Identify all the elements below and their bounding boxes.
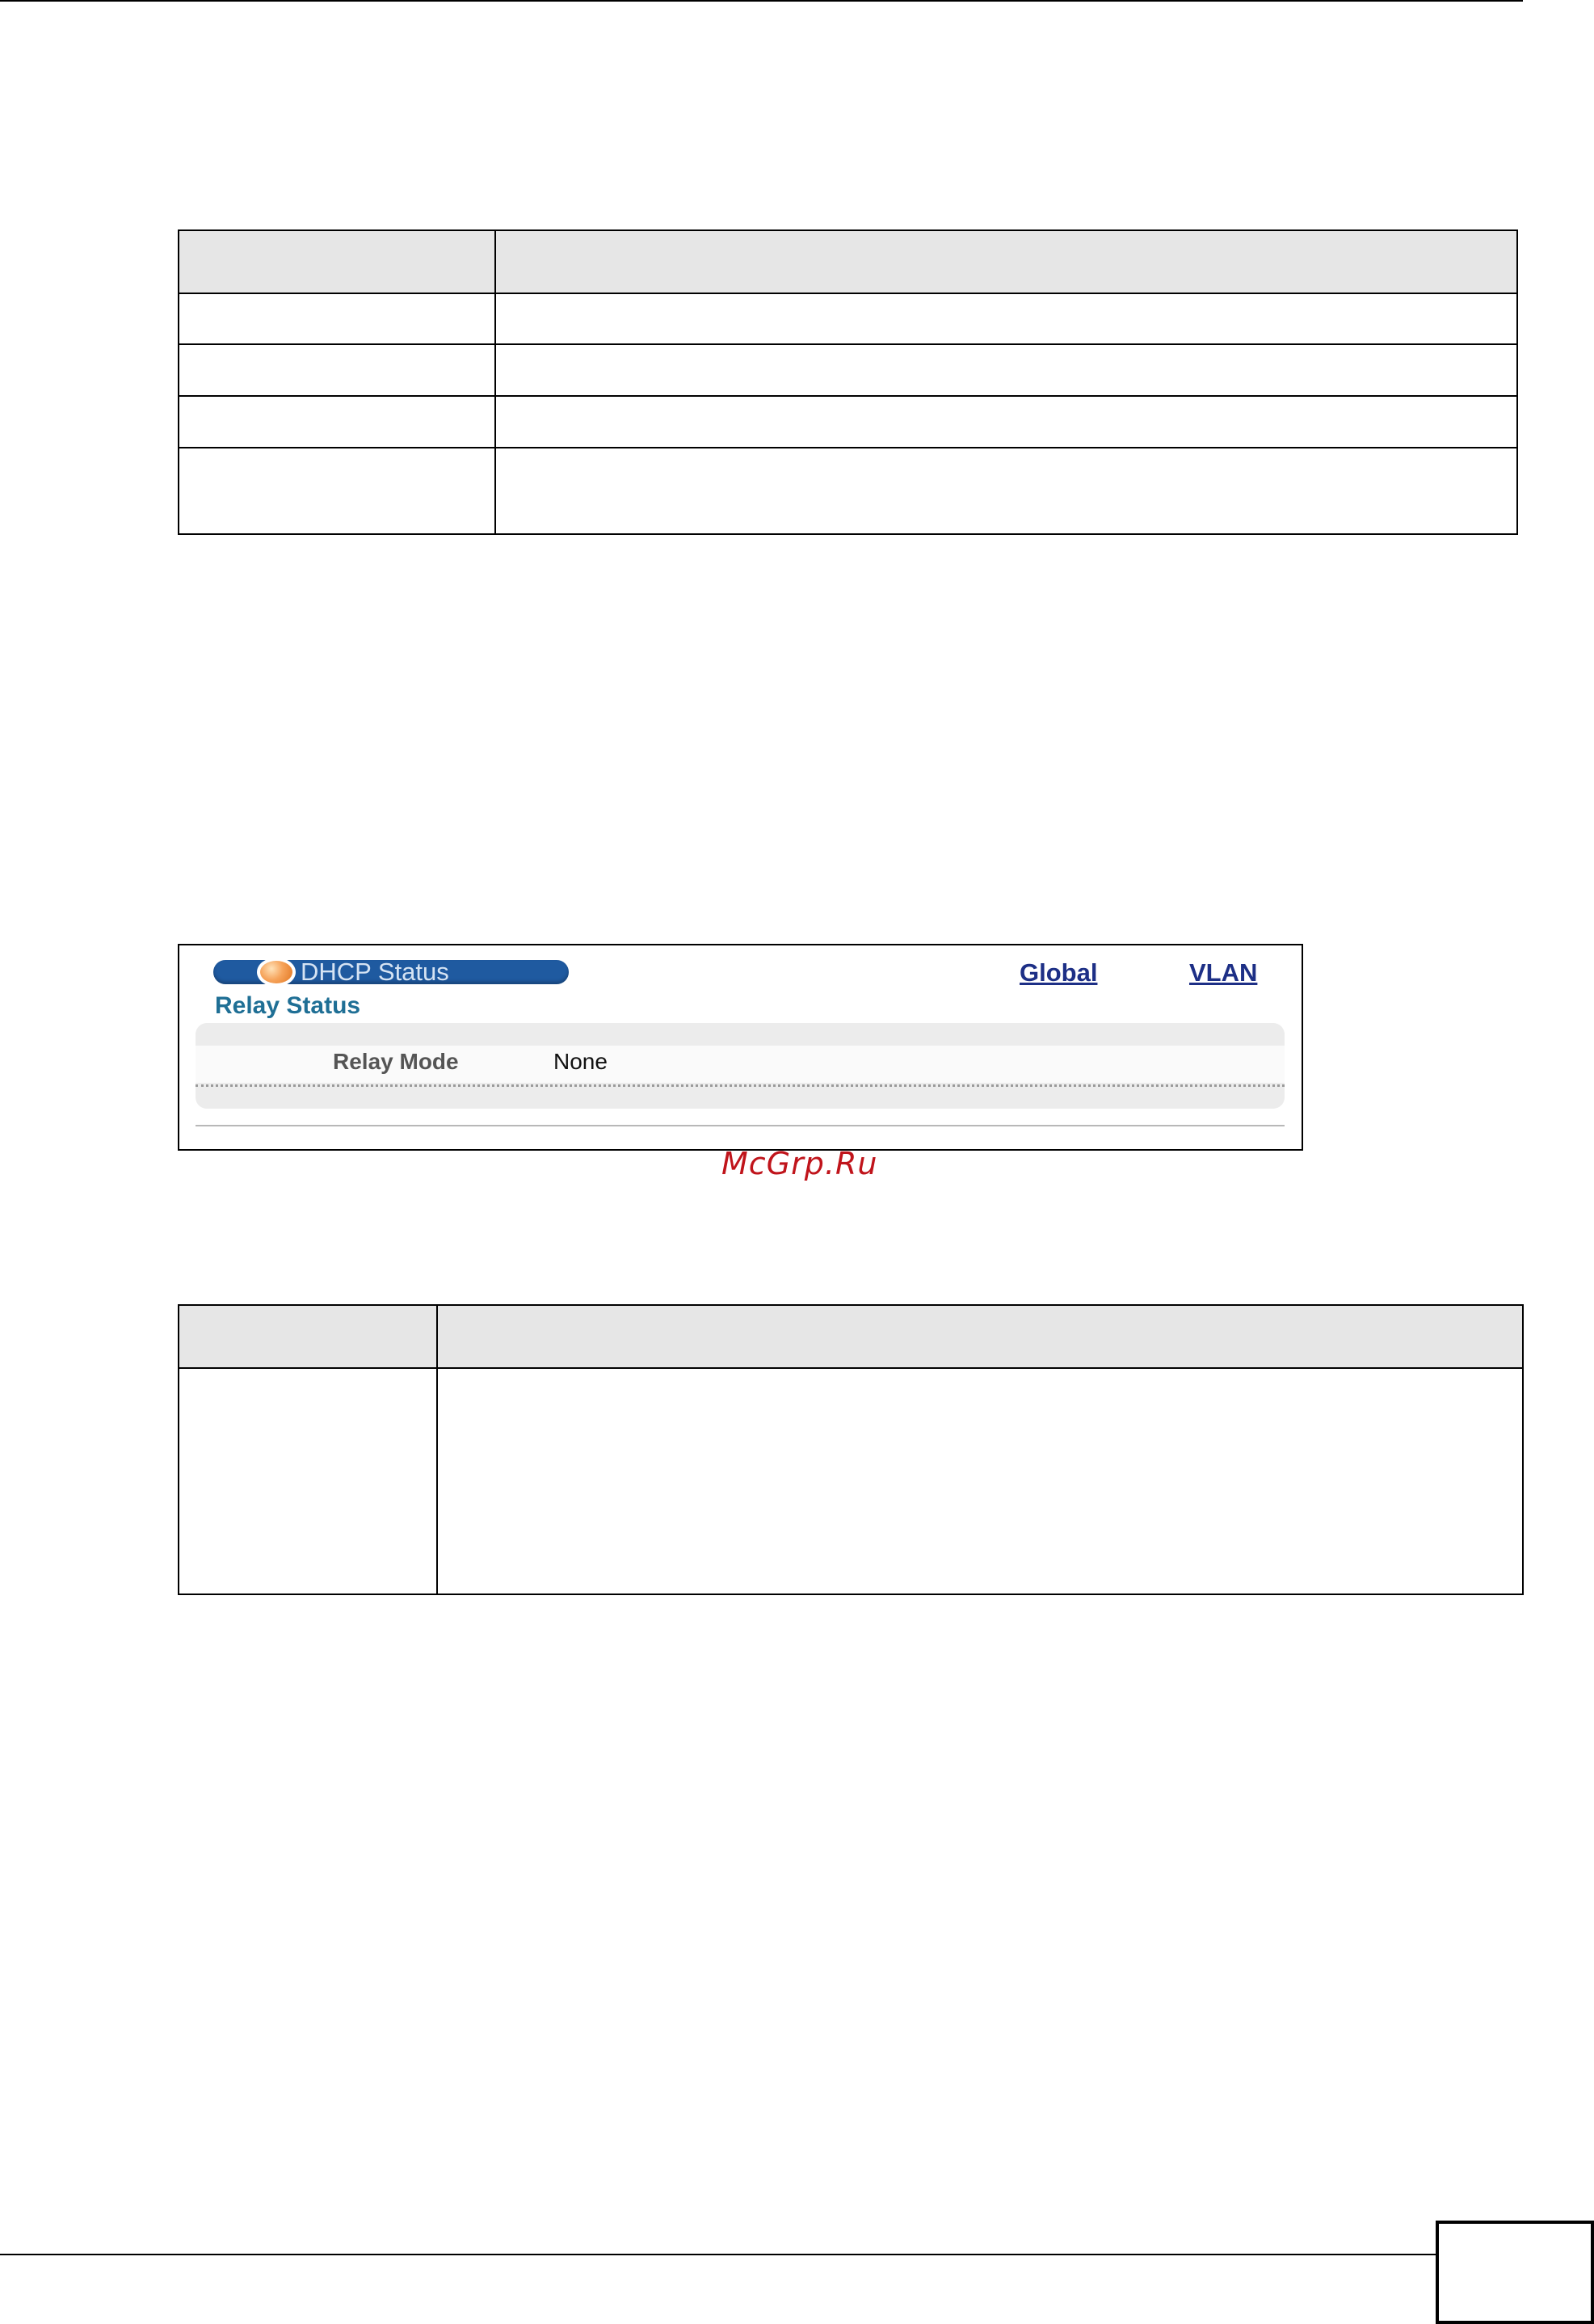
table-cell	[495, 344, 1517, 396]
table-header-cell	[437, 1305, 1523, 1368]
dhcp-status-screenshot	[178, 944, 1303, 1151]
page-number-box	[1436, 2221, 1594, 2324]
global-link[interactable]: Global	[1020, 958, 1098, 987]
table-header-cell	[179, 230, 495, 293]
relay-status-heading: Relay Status	[215, 992, 361, 1019]
orange-ball-icon	[260, 961, 292, 983]
table-cell	[179, 344, 495, 396]
table-cell	[179, 293, 495, 344]
table-header-cell	[495, 230, 1517, 293]
relay-mode-label: Relay Mode	[333, 1049, 459, 1074]
table-cell	[495, 448, 1517, 534]
table-row	[179, 293, 1517, 344]
table-row	[179, 396, 1517, 448]
table-header-row	[179, 230, 1517, 293]
table-cell	[179, 448, 495, 534]
table-row	[179, 1368, 1523, 1594]
table-cell	[495, 293, 1517, 344]
table-header-row	[179, 1305, 1523, 1368]
table-cell	[437, 1368, 1523, 1594]
table-header-cell	[179, 1305, 437, 1368]
reference-table-1	[178, 229, 1518, 535]
dhcp-status-title-bar	[213, 960, 569, 984]
watermark-text: McGrp.Ru	[721, 1146, 878, 1181]
header-rule	[0, 0, 1523, 2]
dhcp-status-title: DHCP Status	[301, 958, 449, 986]
relay-mode-value: None	[553, 1049, 608, 1074]
table-cell	[179, 1368, 437, 1594]
table-row	[179, 448, 1517, 534]
footer-rule	[0, 2254, 1436, 2255]
vlan-link[interactable]: VLAN	[1189, 958, 1258, 987]
dotted-separator	[196, 1084, 1285, 1087]
table-row	[179, 344, 1517, 396]
panel-divider	[196, 1125, 1285, 1126]
relay-info-box	[196, 1023, 1285, 1109]
table-cell	[179, 396, 495, 448]
reference-table-2	[178, 1304, 1524, 1595]
table-cell	[495, 396, 1517, 448]
